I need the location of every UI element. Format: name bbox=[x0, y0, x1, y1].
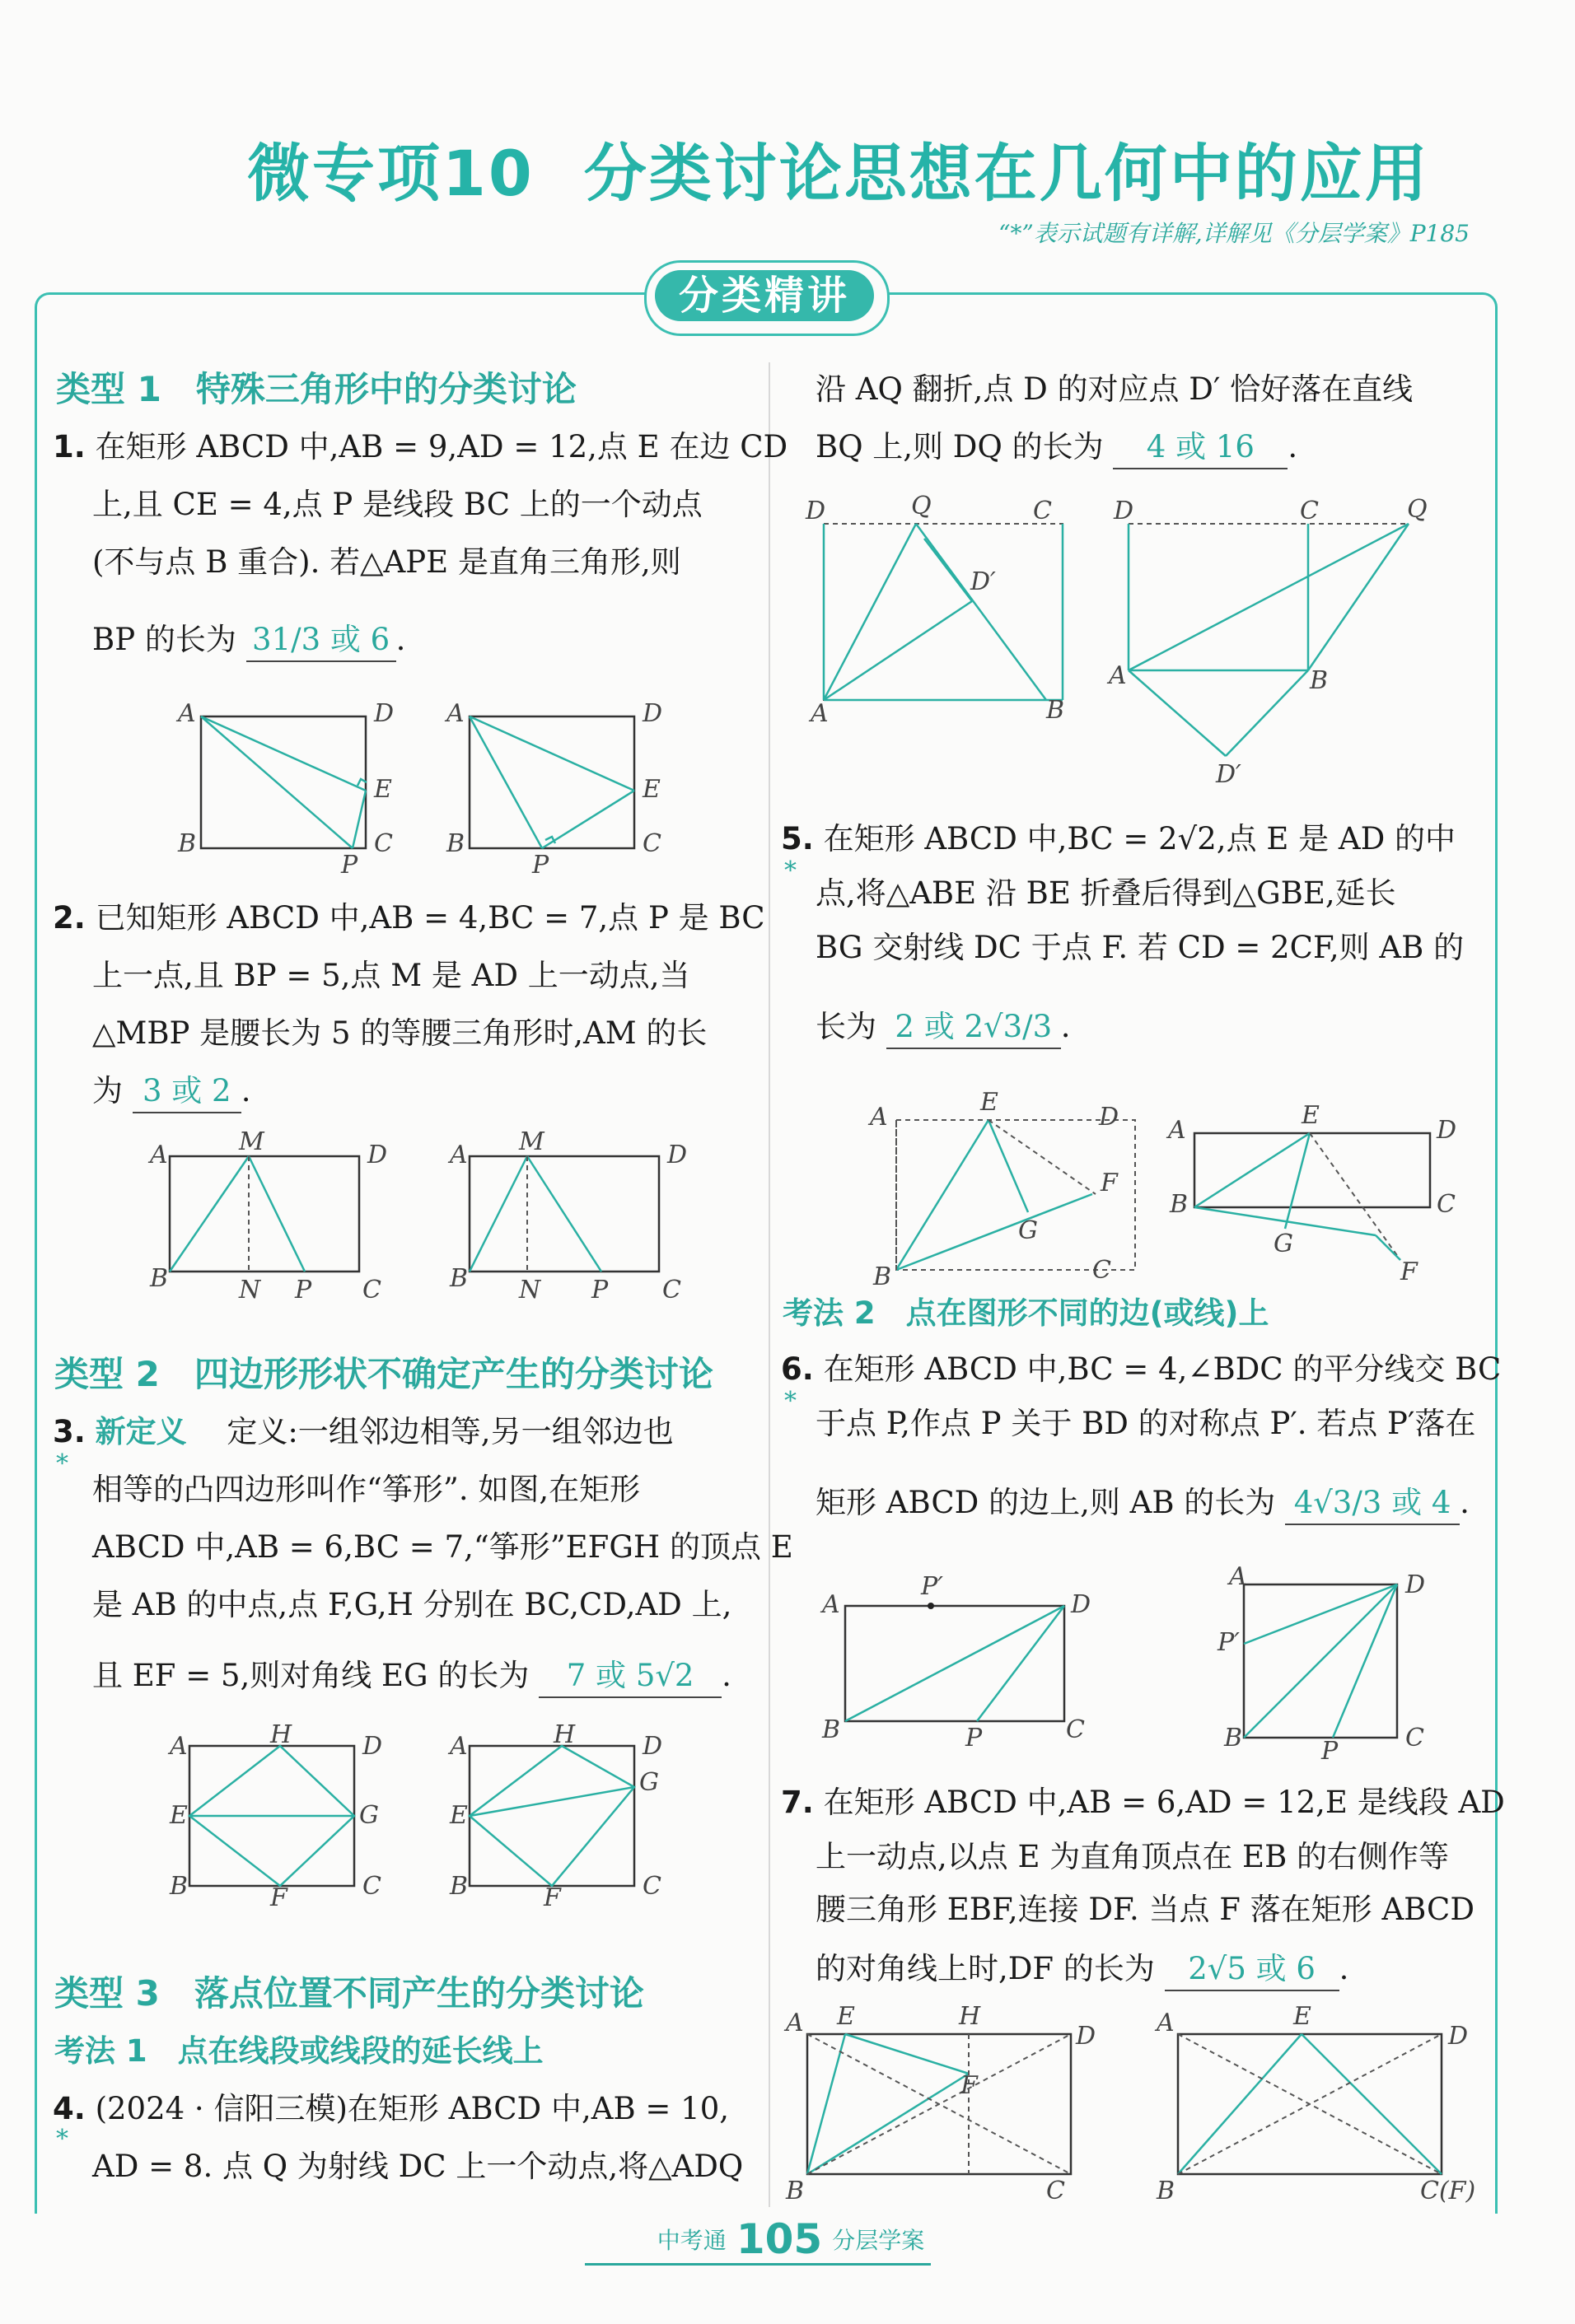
svg-text:D: D bbox=[374, 699, 395, 728]
page-footer: 中考通 105 分层学案 bbox=[657, 2215, 925, 2263]
q3-line3: ABCD 中,AB = 6,BC = 7,“筝形”EFGH 的顶点 E bbox=[92, 1529, 793, 1565]
q4-line2: AD = 8. 点 Q 为射线 DC 上一个动点,将△ADQ bbox=[92, 2149, 744, 2184]
question-7: 7. 在矩形 ABCD 中,AB = 6,AD = 12,E 是线段 AD bbox=[781, 1785, 1505, 1820]
section-badge: 分类精讲 bbox=[655, 270, 874, 321]
svg-text:G: G bbox=[1274, 1230, 1293, 1258]
svg-text:B: B bbox=[822, 1715, 841, 1744]
svg-text:B: B bbox=[1157, 2177, 1175, 2205]
svg-text:F: F bbox=[1400, 1258, 1418, 1286]
q6-star: * bbox=[784, 1387, 797, 1416]
q1-figures bbox=[165, 700, 692, 881]
svg-text:D: D bbox=[643, 699, 663, 728]
section-type-3: 类型 3 落点位置不同产生的分类讨论 bbox=[54, 1973, 644, 2014]
svg-text:E: E bbox=[450, 1801, 468, 1830]
question-2: 2. 已知矩形 ABCD 中,AB = 4,BC = 7,点 P 是 BC bbox=[53, 900, 765, 936]
q3-line5: 且 EF = 5,则对角线 EG 的长为 7 或 5√2 . bbox=[92, 1655, 731, 1698]
question-1: 1. 在矩形 ABCD 中,AB = 9,AD = 12,点 E 在边 CD bbox=[53, 429, 788, 464]
svg-text:H: H bbox=[270, 1720, 292, 1749]
svg-text:Q: Q bbox=[1407, 495, 1428, 524]
question-5: 5. 在矩形 ABCD 中,BC = 2√2,点 E 是 AD 的中 bbox=[781, 821, 1456, 856]
q7-line2: 上一动点,以点 E 为直角顶点在 EB 的右侧作等 bbox=[816, 1839, 1450, 1874]
svg-text:A: A bbox=[1229, 1562, 1247, 1591]
q2-figures bbox=[140, 1127, 700, 1304]
svg-text:D: D bbox=[806, 497, 826, 525]
q7-figures bbox=[774, 2001, 1476, 2205]
svg-text:D: D bbox=[1076, 2022, 1096, 2051]
svg-text:B: B bbox=[786, 2177, 805, 2205]
column-divider bbox=[769, 362, 770, 2207]
footer-underline bbox=[585, 2263, 931, 2266]
q1-line2: 上,且 CE = 4,点 P 是线段 BC 上的一个动点 bbox=[92, 487, 703, 522]
svg-text:D: D bbox=[1071, 1590, 1091, 1619]
svg-text:H: H bbox=[959, 2002, 981, 2031]
svg-text:B: B bbox=[1170, 1190, 1189, 1219]
q3-answer: 7 或 5√2 bbox=[539, 1655, 722, 1698]
q2-line3: △MBP 是腰长为 5 的等腰三角形时,AM 的长 bbox=[92, 1015, 708, 1051]
svg-text:E: E bbox=[1293, 2002, 1311, 2031]
svg-text:D: D bbox=[643, 1732, 663, 1761]
svg-text:N: N bbox=[519, 1276, 541, 1304]
svg-text:F: F bbox=[544, 1883, 561, 1912]
svg-text:D′: D′ bbox=[970, 567, 996, 596]
question-6: 6. 在矩形 ABCD 中,BC = 4,∠BDC 的平分线交 BC bbox=[781, 1351, 1502, 1387]
svg-text:B: B bbox=[1224, 1724, 1243, 1752]
svg-text:M: M bbox=[519, 1127, 544, 1156]
q4-line4: BQ 上,则 DQ 的长为 4 或 16 . bbox=[816, 427, 1297, 469]
q7-line3: 腰三角形 EBF,连接 DF. 当点 F 落在矩形 ABCD bbox=[816, 1892, 1475, 1927]
svg-text:C: C bbox=[362, 1276, 381, 1304]
svg-text:A: A bbox=[1157, 2009, 1175, 2037]
question-4: 4. (2024 · 信阳三模)在矩形 ABCD 中,AB = 10, bbox=[53, 2091, 730, 2126]
q1-line4: BP 的长为 31/3 或 6 . bbox=[92, 619, 405, 662]
svg-text:A: A bbox=[170, 1732, 188, 1761]
q6-answer: 4√3/3 或 4 bbox=[1285, 1482, 1460, 1525]
svg-text:B: B bbox=[150, 1264, 169, 1293]
section-type-1: 类型 1 特殊三角形中的分类讨论 bbox=[56, 369, 577, 409]
svg-text:A: A bbox=[446, 699, 465, 728]
q2-answer: 3 或 2 bbox=[133, 1071, 241, 1113]
svg-text:P: P bbox=[532, 851, 549, 880]
q5-star: * bbox=[784, 856, 797, 885]
svg-text:F: F bbox=[1101, 1169, 1118, 1197]
svg-text:D: D bbox=[1437, 1116, 1457, 1145]
svg-text:C: C bbox=[1405, 1724, 1424, 1752]
svg-text:C: C bbox=[362, 1872, 381, 1901]
page-title: 微专项10 分类讨论思想在几何中的应用 bbox=[247, 137, 1430, 210]
q1-answer: 31/3 或 6 bbox=[246, 619, 396, 662]
svg-text:H: H bbox=[554, 1720, 576, 1749]
svg-text:D: D bbox=[1448, 2022, 1469, 2051]
q1-line3: (不与点 B 重合). 若△APE 是直角三角形,则 bbox=[92, 544, 681, 580]
q5-line4: 长为 2 或 2√3/3 . bbox=[816, 1006, 1071, 1049]
svg-text:B: B bbox=[873, 1262, 892, 1291]
svg-text:A: A bbox=[150, 1141, 168, 1169]
svg-text:P: P bbox=[591, 1276, 609, 1304]
svg-text:E: E bbox=[170, 1801, 188, 1830]
svg-text:P: P bbox=[295, 1276, 312, 1304]
q5-answer: 2 或 2√3/3 bbox=[886, 1006, 1061, 1049]
svg-text:B: B bbox=[170, 1872, 189, 1901]
q7-answer: 2√5 或 6 bbox=[1165, 1948, 1339, 1991]
q4-line3: 沿 AQ 翻折,点 D 的对应点 D′ 恰好落在直线 bbox=[816, 371, 1414, 407]
svg-text:A: A bbox=[870, 1103, 888, 1132]
page-number: 105 bbox=[736, 2215, 823, 2263]
question-3: 3. 新定义 定义:一组邻边相等,另一组邻边也 bbox=[53, 1414, 674, 1449]
svg-text:C: C bbox=[643, 829, 661, 858]
svg-text:E: E bbox=[643, 775, 661, 804]
svg-text:B: B bbox=[1310, 666, 1329, 695]
svg-text:F: F bbox=[960, 2071, 978, 2100]
svg-text:D′: D′ bbox=[1216, 760, 1241, 789]
svg-text:Q: Q bbox=[911, 492, 932, 520]
svg-text:N: N bbox=[239, 1276, 261, 1304]
svg-text:P: P bbox=[341, 851, 358, 880]
q6-line3: 矩形 ABCD 的边上,则 AB 的长为 4√3/3 或 4 . bbox=[816, 1482, 1470, 1525]
svg-text:C: C bbox=[662, 1276, 681, 1304]
svg-text:C: C bbox=[1092, 1256, 1111, 1285]
svg-text:G: G bbox=[1018, 1216, 1038, 1245]
svg-text:C: C bbox=[1437, 1190, 1456, 1219]
svg-text:A: A bbox=[450, 1732, 468, 1761]
svg-text:D: D bbox=[1405, 1570, 1426, 1599]
svg-text:D: D bbox=[367, 1141, 388, 1169]
svg-text:D: D bbox=[1099, 1103, 1119, 1132]
method-1: 考法 1 点在线段或线段的延长线上 bbox=[54, 2033, 544, 2069]
svg-text:M: M bbox=[239, 1127, 264, 1156]
svg-text:B: B bbox=[450, 1264, 469, 1293]
section-type-2: 类型 2 四边形形状不确定产生的分类讨论 bbox=[54, 1354, 713, 1394]
svg-text:B: B bbox=[178, 829, 197, 858]
svg-text:E: E bbox=[374, 775, 392, 804]
svg-text:A: A bbox=[822, 1590, 840, 1619]
q3-figures bbox=[165, 1720, 692, 1912]
svg-text:E: E bbox=[1302, 1101, 1320, 1130]
q6-line2: 于点 P,作点 P 关于 BD 的对称点 P′. 若点 P′落在 bbox=[816, 1406, 1476, 1441]
q3-line2: 相等的凸四边形叫作“筝形”. 如图,在矩形 bbox=[92, 1472, 641, 1507]
svg-text:C: C bbox=[374, 829, 393, 858]
svg-text:B: B bbox=[446, 829, 465, 858]
svg-text:A: A bbox=[450, 1141, 468, 1169]
svg-text:G: G bbox=[639, 1768, 659, 1797]
q3-line4: 是 AB 的中点,点 F,G,H 分别在 BC,CD,AD 上, bbox=[92, 1587, 732, 1622]
q4-answer: 4 或 16 bbox=[1113, 427, 1288, 469]
svg-text:A: A bbox=[786, 2009, 804, 2037]
svg-text:E: E bbox=[837, 2002, 855, 2031]
svg-text:C: C bbox=[1300, 497, 1319, 525]
q2-line4: 为 3 或 2 . bbox=[92, 1071, 251, 1113]
svg-text:A: A bbox=[1168, 1116, 1186, 1145]
q6-figures bbox=[816, 1562, 1458, 1766]
q7-line4: 的对角线上时,DF 的长为 2√5 或 6 . bbox=[816, 1948, 1348, 1991]
svg-text:D: D bbox=[667, 1141, 688, 1169]
svg-text:P′: P′ bbox=[921, 1572, 943, 1601]
svg-text:P: P bbox=[965, 1724, 983, 1752]
q2-line2: 上一点,且 BP = 5,点 M 是 AD 上一动点,当 bbox=[92, 958, 690, 993]
svg-text:C: C bbox=[1033, 497, 1052, 525]
svg-text:P: P bbox=[1321, 1737, 1339, 1766]
q4-star: * bbox=[56, 2125, 68, 2154]
svg-text:A: A bbox=[178, 699, 196, 728]
svg-text:E: E bbox=[980, 1088, 998, 1117]
q5-figures bbox=[857, 1087, 1458, 1291]
svg-text:C(F): C(F) bbox=[1420, 2177, 1476, 2205]
svg-text:D: D bbox=[1114, 497, 1134, 525]
svg-text:B: B bbox=[450, 1872, 469, 1901]
q3-star: * bbox=[56, 1449, 68, 1478]
svg-text:C: C bbox=[1046, 2177, 1065, 2205]
detail-note: “*”表示试题有详解,详解见《分层学案》P185 bbox=[998, 220, 1470, 247]
svg-text:C: C bbox=[1066, 1715, 1085, 1744]
svg-text:F: F bbox=[270, 1883, 287, 1912]
q5-line2: 点,将△ABE 沿 BE 折叠后得到△GBE,延长 bbox=[816, 875, 1396, 911]
svg-text:A: A bbox=[1109, 661, 1127, 690]
svg-text:D: D bbox=[362, 1732, 383, 1761]
svg-text:A: A bbox=[811, 699, 829, 728]
q4-figures bbox=[799, 494, 1466, 791]
svg-text:P′: P′ bbox=[1217, 1628, 1240, 1657]
q5-line3: BG 交射线 DC 于点 F. 若 CD = 2CF,则 AB 的 bbox=[816, 930, 1465, 965]
svg-text:G: G bbox=[359, 1801, 379, 1830]
svg-text:B: B bbox=[1046, 696, 1065, 725]
method-2: 考法 2 点在图形不同的边(或线)上 bbox=[783, 1295, 1269, 1331]
svg-text:C: C bbox=[643, 1872, 661, 1901]
